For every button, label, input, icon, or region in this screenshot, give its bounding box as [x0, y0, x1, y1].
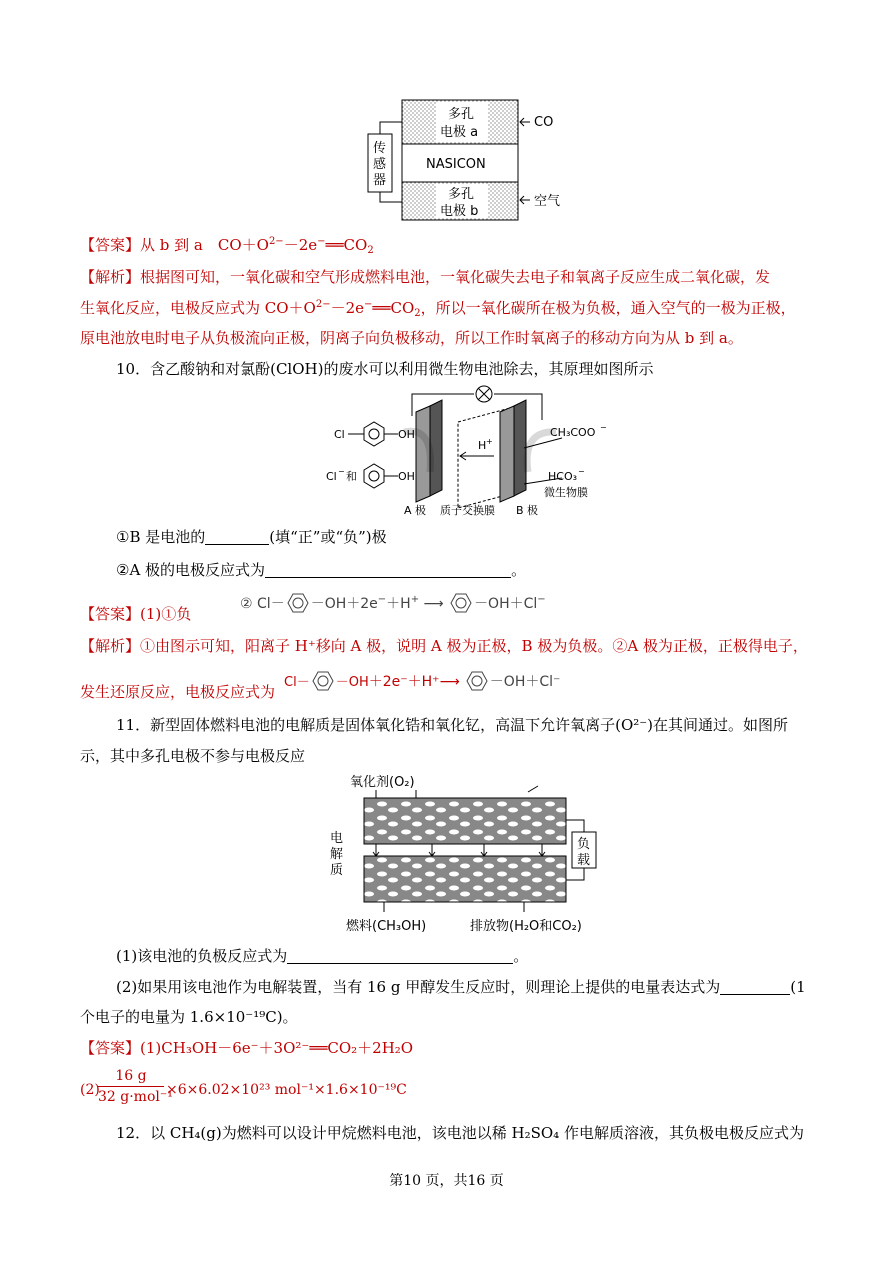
q9-analysis-l3	[80, 327, 743, 348]
q9-analysis-text2c: －2e	[330, 299, 365, 317]
q9-analysis-sub: 2	[414, 308, 421, 319]
q9-electrons: －2e	[283, 236, 318, 254]
analysis-tag: 【解析】	[80, 268, 141, 286]
q9-analysis-sup2: −	[364, 299, 373, 310]
q11-sub1-end: 。	[513, 947, 529, 965]
electrode-b-line2: 电极 b	[440, 204, 479, 219]
benzene-ring-icon	[464, 670, 490, 692]
q10-cl-ion: Cl	[326, 470, 337, 483]
q9-product: ══CO	[325, 236, 368, 254]
q10-hco3: HCO₃	[548, 470, 578, 483]
q11-answer-l1	[80, 1037, 413, 1058]
co-inlet-label: CO	[534, 115, 554, 130]
q9-analysis-text3: 原电池放电时电子从负极流向正极，阴离子向负极移动，所以工作时氧离子的移动方向为从 b 到 a。	[80, 329, 743, 347]
q10-analysis-tail: －OH＋Cl⁻	[489, 674, 561, 690]
q10-eq-oh: OH	[324, 596, 347, 612]
q11-answer-text1: (1)CH₃OH－6e⁻＋3O²⁻══CO₂＋2H₂O	[140, 1039, 414, 1057]
q10-eq-num: ②	[240, 596, 253, 612]
q10-answer-equation: ② Cl－ －OH＋2e−＋H+ ⟶ －OH＋Cl−	[240, 594, 546, 612]
q10-cl-ion-sup: −	[338, 467, 345, 476]
nasicon-label: NASICON	[426, 157, 486, 172]
load-char-2: 载	[577, 853, 591, 868]
q10-label-membrane: 质子交换膜	[440, 504, 495, 517]
q9-analysis-l2	[80, 297, 796, 319]
q9-analysis-sup1: 2−	[315, 299, 331, 310]
electrolyte-char-1: 电	[330, 831, 344, 846]
page-footer: 第10 页，共16 页	[389, 1173, 504, 1189]
q10-analysis-oh: OH	[348, 675, 369, 690]
q10-eq-plus: ＋2e	[346, 596, 378, 612]
q11-stem-l1: 11．新型固体燃料电池的电解质是固体氧化锆和氧化钇，高温下允许氧离子(O²⁻)在其间通过。如图所	[116, 716, 789, 734]
q11-sub2-end: (1	[790, 978, 806, 996]
q10-analysis-equation: Cl－ －OH＋2e⁻＋H⁺⟶ －OH＋Cl⁻	[284, 670, 560, 692]
solid-fuel-cell-diagram	[328, 772, 608, 936]
q9-analysis-l1	[80, 266, 770, 287]
q10-h-plus: H	[478, 439, 487, 452]
q9-answer-text: 从 b 到 a CO＋O	[140, 236, 269, 254]
oxidant-label: 氧化剂(O₂)	[350, 775, 415, 790]
q10-analysis-l2	[80, 681, 275, 702]
q10-sub1	[116, 526, 387, 547]
q10-analysis-cl: Cl	[284, 675, 297, 690]
reaction-arrow-icon: ⟶	[423, 596, 444, 612]
q11-sub1	[116, 945, 528, 966]
electrode-a-line1: 多孔	[448, 107, 475, 122]
answer-tag: 【答案】	[80, 1039, 141, 1057]
answer-tag: 【答案】	[80, 236, 141, 254]
benzene-ring-icon	[448, 592, 474, 614]
q10-analysis-text2: 发生还原反应，电极反应式为	[80, 683, 276, 701]
load-char-1: 负	[577, 837, 591, 852]
q10-eq-tail: －OH＋Cl	[474, 596, 538, 612]
exhaust-label: 排放物(H₂O和CO₂)	[470, 919, 582, 934]
benzene-ring-icon	[285, 592, 311, 614]
q10-oh-bottom: OH	[398, 470, 415, 483]
q10-stem: 10．含乙酸钠和对氯酚(ClOH)的废水可以利用微生物电池除去，其原理如图所示	[116, 360, 654, 378]
air-inlet-label: 空气	[534, 194, 561, 209]
microbial-cell-diagram	[326, 386, 614, 518]
q10-sub1-blank	[205, 530, 269, 545]
q10-h-plus-sup: +	[486, 437, 493, 446]
q10-sub2-end: 。	[511, 561, 527, 579]
q10-answer-text: (1)①负	[140, 605, 192, 623]
q9-analysis-text1: 根据图可知，一氧化碳和空气形成燃料电池，一氧化碳失去电子和氧离子反应生成二氧化碳，发	[140, 268, 771, 286]
q11-sub1-text: (1)该电池的负极反应式为	[116, 947, 288, 965]
q9-analysis-text2e: ══CO	[372, 299, 415, 317]
q10-hco3-sup: −	[578, 467, 585, 476]
sensor-char-1: 传	[373, 141, 387, 156]
q11-sub2-l2: 个电子的电量为 1.6×10⁻¹⁹C)。	[80, 1008, 298, 1026]
q11-stem-l2: 示，其中多孔电极不参与电极反应	[80, 747, 306, 765]
q10-acetate: CH₃COO	[550, 426, 596, 439]
analysis-tag: 【解析】	[80, 637, 141, 655]
q10-eq-tailsup: −	[537, 594, 546, 605]
q12-stem: 12．以 CH₄(g)为燃料可以设计甲烷燃料电池，该电池以稀 H₂SO₄ 作电解质溶液，其负极电极反应式为	[116, 1124, 804, 1142]
q11-sub1-blank	[287, 949, 513, 964]
q10-answer-line	[80, 603, 191, 624]
q10-label-a: A 极	[404, 504, 427, 517]
q10-and: 和	[346, 470, 357, 483]
q10-sub2-blank	[265, 563, 511, 578]
electrolyte-char-2: 解	[330, 847, 344, 862]
q10-sub2	[116, 559, 526, 580]
q9-answer-line	[80, 234, 374, 256]
q10-eq-h: ＋H	[386, 596, 411, 612]
q11-fraction	[98, 1068, 173, 1105]
q11-frac-num: 16 g	[98, 1068, 164, 1087]
q10-sub1-end: (填“正”或“负”)极	[269, 528, 387, 546]
q9-e-charge: −	[317, 236, 326, 247]
benzene-ring-icon	[310, 670, 336, 692]
q10-analysis-eq: ＋2e⁻＋H⁺⟶	[368, 674, 460, 690]
q10-acetate-sup: −	[600, 423, 607, 432]
q9-analysis-text2g: ，所以一氧化碳所在极为负极，通入空气的一极为正极，	[420, 299, 796, 317]
q11-answer-tail: ×6×6.02×10²³ mol⁻¹×1.6×10⁻¹⁹C	[166, 1082, 407, 1098]
q10-label-b: B 极	[516, 504, 539, 517]
q10-label-bio: 微生物膜	[544, 486, 588, 499]
q10-analysis-l1	[80, 635, 808, 656]
fuel-label: 燃料(CH₃OH)	[346, 919, 427, 934]
sensor-char-2: 感	[373, 157, 387, 172]
nasicon-sensor-diagram	[360, 96, 580, 224]
q11-sub2-blank	[720, 980, 790, 995]
q11-sub2-l1	[116, 976, 806, 997]
q10-cl-left: Cl	[334, 428, 345, 441]
electrode-a-line2: 电极 a	[440, 125, 479, 140]
electrode-b-line1: 多孔	[448, 187, 475, 202]
q9-subscript: 2	[367, 245, 374, 256]
q10-eq-cl: Cl	[257, 596, 271, 612]
q11-answer-prefix: (2)	[80, 1082, 100, 1098]
q9-analysis-text2a: 生氧化反应，电极反应式为 CO＋O	[80, 299, 316, 317]
answer-tag: 【答案】	[80, 605, 141, 623]
q11-frac-den: 32 g·mol⁻¹	[98, 1089, 173, 1105]
q10-eq-e: −	[377, 594, 387, 605]
q10-sub1-text: ①B 是电池的	[116, 528, 206, 546]
sensor-char-3: 器	[373, 173, 387, 188]
q10-sub2-text: ②A 极的电极反应式为	[116, 561, 266, 579]
q10-eq-hsup: +	[410, 594, 420, 605]
q9-charge: 2−	[268, 236, 284, 247]
q10-analysis-text1: ①由图示可知，阳离子 H⁺移向 A 极，说明 A 极为正极，B 极为负极。②A 极为正极，正极得电子，	[140, 637, 808, 655]
electrolyte-char-3: 质	[330, 863, 344, 878]
q11-sub2-text: (2)如果用该电池作为电解装置，当有 16 g 甲醇发生反应时，则理论上提供的电量表达式为	[116, 978, 721, 996]
q10-oh-top: OH	[398, 428, 415, 441]
